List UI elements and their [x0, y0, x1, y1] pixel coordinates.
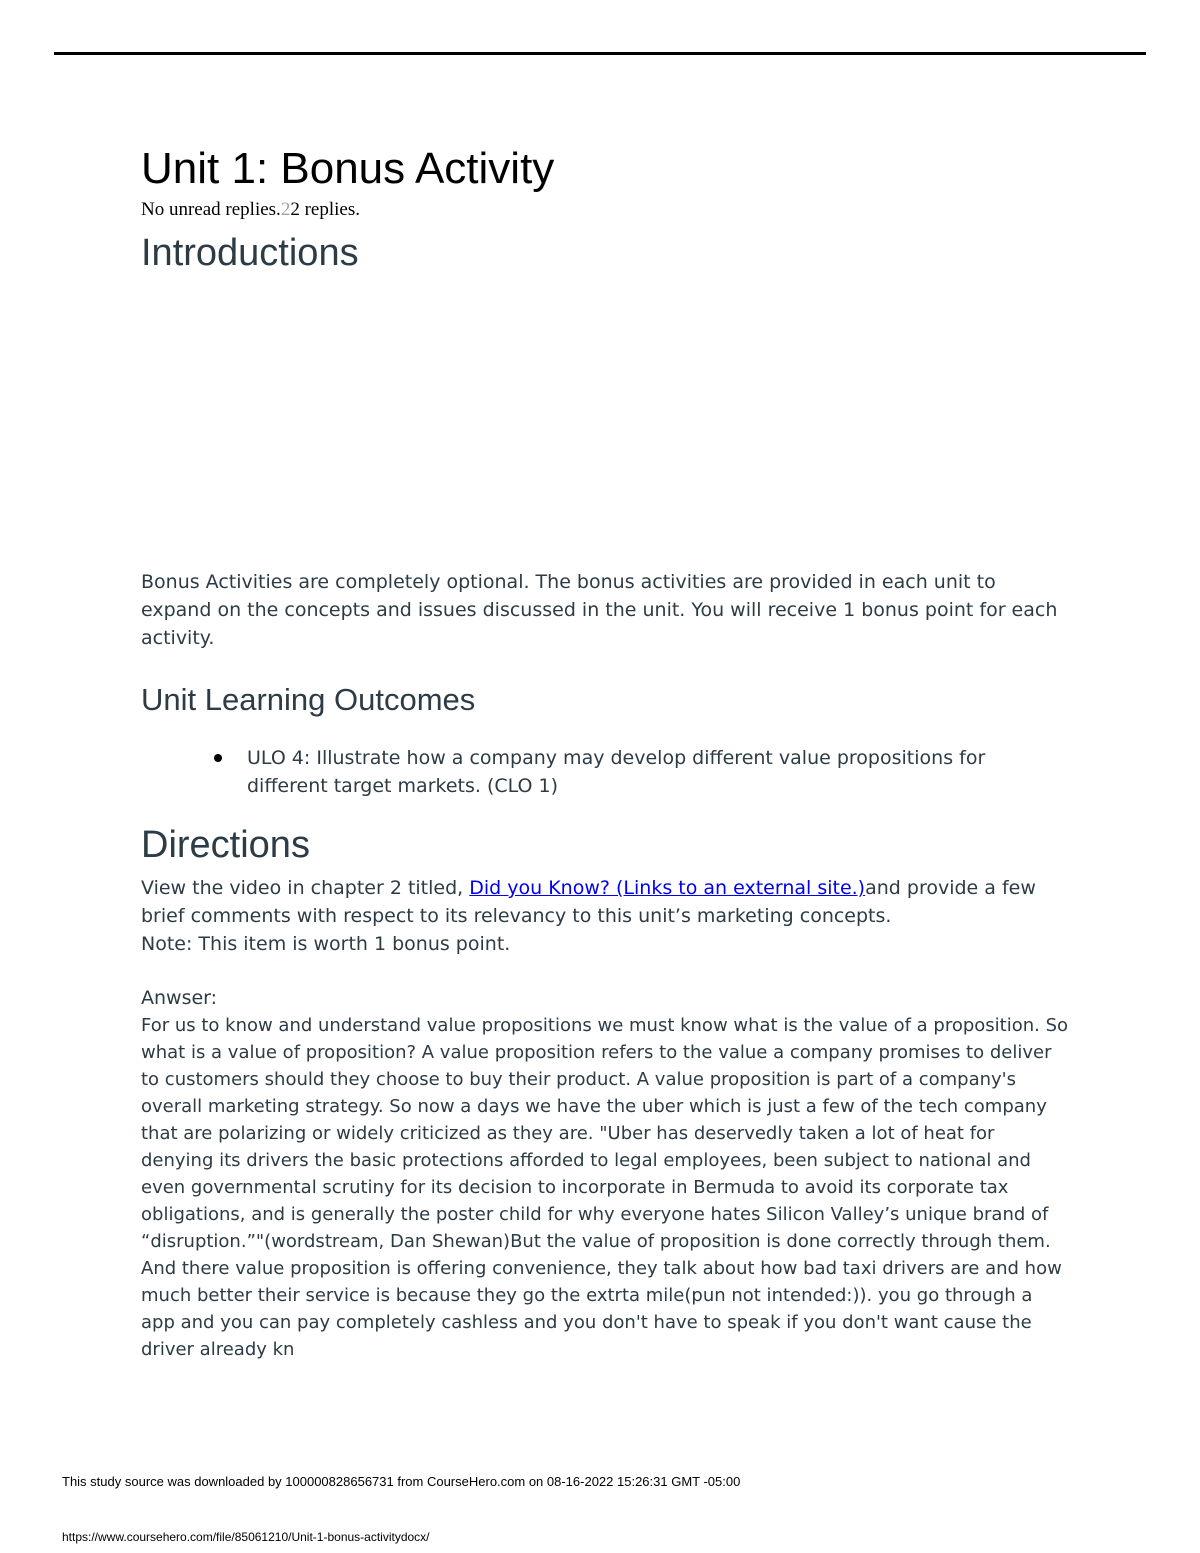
- intro-image-placeholder: [141, 278, 1071, 568]
- learning-outcome-text: ULO 4: Illustrate how a company may develop different value propositions for different target markets. (CLO 1): [247, 747, 986, 797]
- page-title: Unit 1: Bonus Activity: [141, 144, 555, 193]
- reply-count-text: 2 replies.: [290, 199, 360, 220]
- bonus-note: Note: This item is worth 1 bonus point.: [141, 933, 511, 955]
- reply-count-faint: 2: [280, 199, 291, 220]
- learning-outcomes-list: [141, 744, 1071, 800]
- reply-status: [141, 198, 1071, 222]
- intro-paragraph: Bonus Activities are completely optional. The bonus activities are provided in each unit to expand on the concepts and issues discussed in the unit. You will receive 1 bonus point for each activity.: [141, 571, 1058, 649]
- directions-heading: Directions: [141, 824, 310, 866]
- directions-text-before: View the video in chapter 2 titled,: [141, 877, 470, 899]
- directions-paragraph: [141, 874, 1071, 958]
- answer-text: For us to know and understand value propositions we must know what is the value of a proposition. So what is a value of proposition? A value proposition refers to the value a company promises to deliver to customers should they choose to buy their product. A value proposition is part of a company's overall marketing strategy. So now a days we have the uber which is just a few of the tech company that are polarizing or widely criticized as they are. "Uber has deservedly taken a lot of heat for denying its drivers the basic protections afforded to legal employees, been subject to national and even governmental scrutiny for its decision to incorporate in Bermuda to avoid its corporate tax obligations, and is generally the poster child for why everyone hates Silicon Valley’s unique brand of “disruption.”"(wordstream, Dan Shewan)But the value of proposition is done correctly through them. And there value proposition is offering convenience, they talk about how bad taxi drivers are and how much better their service is because they go the extrta mile(pun not intended:)). you go through a app and you can pay completely cashless and you don't have to speak if you don't want cause the driver already kn: [141, 1015, 1069, 1360]
- introductions-heading: Introductions: [141, 232, 359, 274]
- video-external-link[interactable]: Did you Know? (Links to an external site.): [469, 877, 866, 899]
- learning-outcome-item: [247, 744, 1071, 800]
- answer-label: Anwser:: [141, 987, 218, 1009]
- learning-outcomes-heading: Unit Learning Outcomes: [141, 682, 476, 717]
- source-url: https://www.coursehero.com/file/85061210/Unit-1-bonus-activitydocx/: [62, 1530, 430, 1544]
- top-rule: [54, 52, 1146, 55]
- unread-replies-text: No unread replies.: [141, 199, 281, 220]
- bullet-icon: [214, 754, 222, 762]
- directions-text-after: and provide a few brief comments with respect to its relevancy to this unit’s marketing concepts.: [141, 877, 1036, 927]
- document-content: [141, 140, 1071, 1363]
- download-source-note: This study source was downloaded by 100000828656731 from CourseHero.com on 08-16-2022 15:26:31 GMT -05:00: [62, 1474, 741, 1489]
